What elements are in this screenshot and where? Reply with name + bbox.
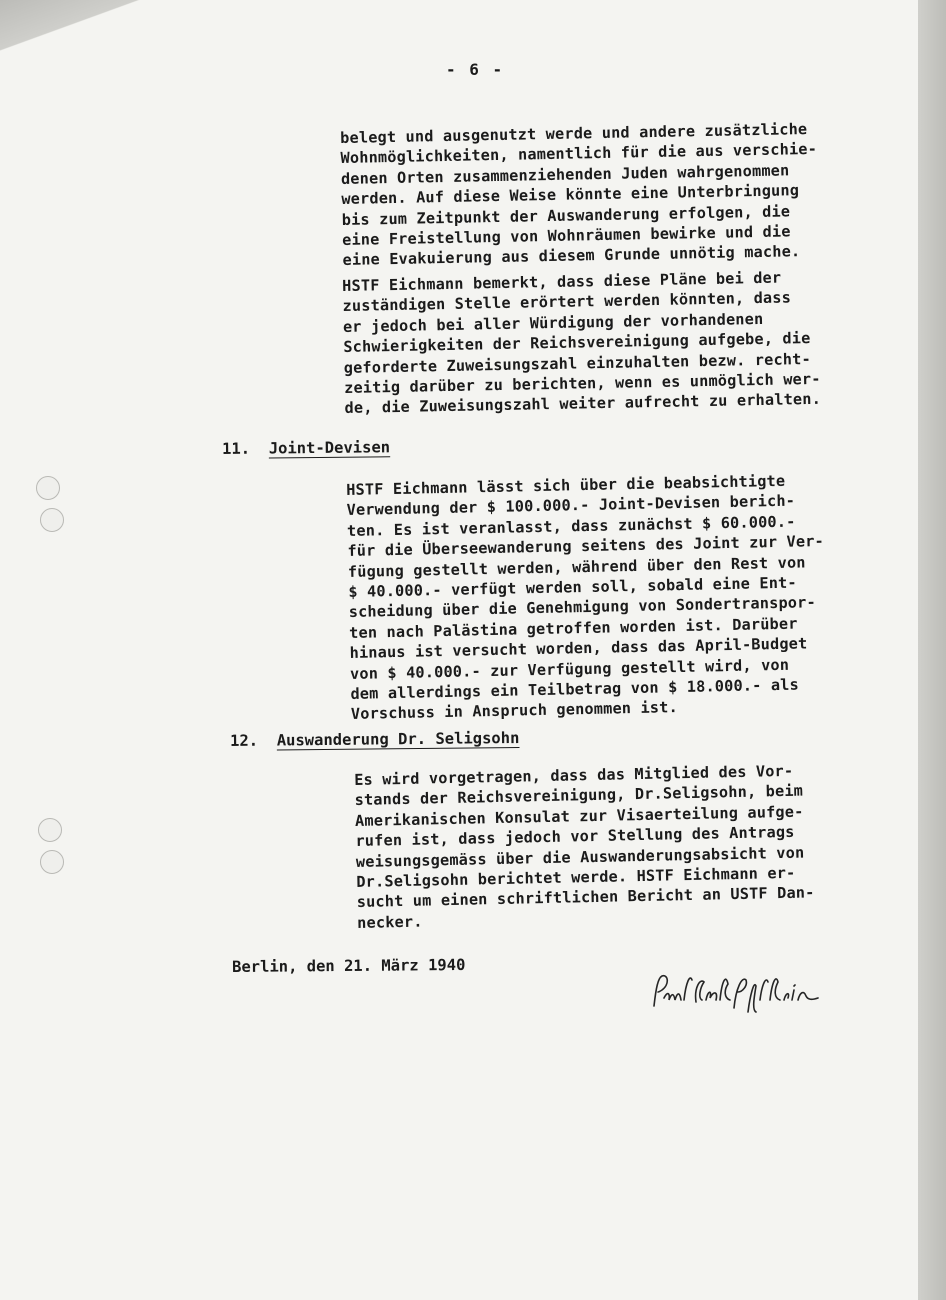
section-title: Auswanderung Dr. Seligsohn	[276, 728, 520, 750]
paragraph-housing: belegt und ausgenutzt werde und andere zusätzliche Wohnmöglichkeiten, namentlich für die aus verschie- denen Orten zusammenziehenden Juden wahrgenommen werden. Auf diese Weise könnte eine Unterbringung bis zum Zeitpunkt der Auswanderung erfolgen, die eine Freistellung von Wohnräumen bewirke und die eine Evakuierung aus diesem Grunde unnötig mache.	[340, 120, 818, 270]
paragraph-seligsohn: Es wird vorgetragen, dass das Mitglied des Vor- stands der Reichsvereinigung, Dr.Seligsohn, beim Amerikanischen Konsulat zur Visaerteilung aufge- rufen ist, dass jedoch vor Stellung des Antrags weisungsgemäss über die Auswanderungsabsicht von Dr.Seligsohn berichtet werde. HSTF Eichmann er- sucht um einen schriftlichen Bericht an USTF Dan- necker.	[354, 761, 815, 932]
page-number: - 6 -	[446, 60, 505, 79]
paragraph-joint-devisen: HSTF Eichmann lässt sich über die beabsichtigte Verwendung der $ 100.000.- Joint-Devisen berich- ten. Es ist veranlasst, dass zunächst $ 60.000.- für die Überseewanderung seitens des Joint zur Ver- fügung gestellt werden, während über den Rest von $ 40.000.- verfügt werden soll, sobald eine Ent- scheidung über die Genehmigung von Sondertranspor- ten nach Palästina getroffen worden ist. Darüber hinaus ist versucht worden, dass das April-Budget von $ 40.000.- zur Verfügung gestellt wird, von dem allerdings ein Teilbetrag von $ 18.000.- als Vorschuss in Anspruch genommen ist.	[346, 471, 825, 724]
handwritten-signature	[650, 968, 830, 1018]
punch-hole	[36, 476, 60, 500]
section-number: 11.	[222, 439, 251, 458]
place-date-line: Berlin, den 21. März 1940	[232, 955, 466, 976]
punch-hole	[40, 850, 64, 874]
punch-hole	[38, 818, 62, 842]
punch-hole	[40, 508, 64, 532]
section-heading-12	[230, 729, 519, 750]
section-title: Joint-Devisen	[268, 438, 391, 458]
folded-corner	[0, 0, 140, 60]
section-number: 12.	[230, 731, 259, 750]
paragraph-eichmann-remark: HSTF Eichmann bemerkt, dass diese Pläne bei der zuständigen Stelle erörtert werden könnten, dass er jedoch bei aller Würdigung der vorhandenen Schwierigkeiten der Reichsvereinigung aufgebe, die geforderte Zuweisungszahl einzuhalten bezw. recht- zeitig darüber zu berichten, wenn es unmöglich wer- de, die Zuweisungszahl weiter aufrecht zu erhalten.	[342, 268, 822, 418]
section-heading-11	[222, 438, 390, 458]
page-edge-shadow	[918, 0, 946, 1300]
